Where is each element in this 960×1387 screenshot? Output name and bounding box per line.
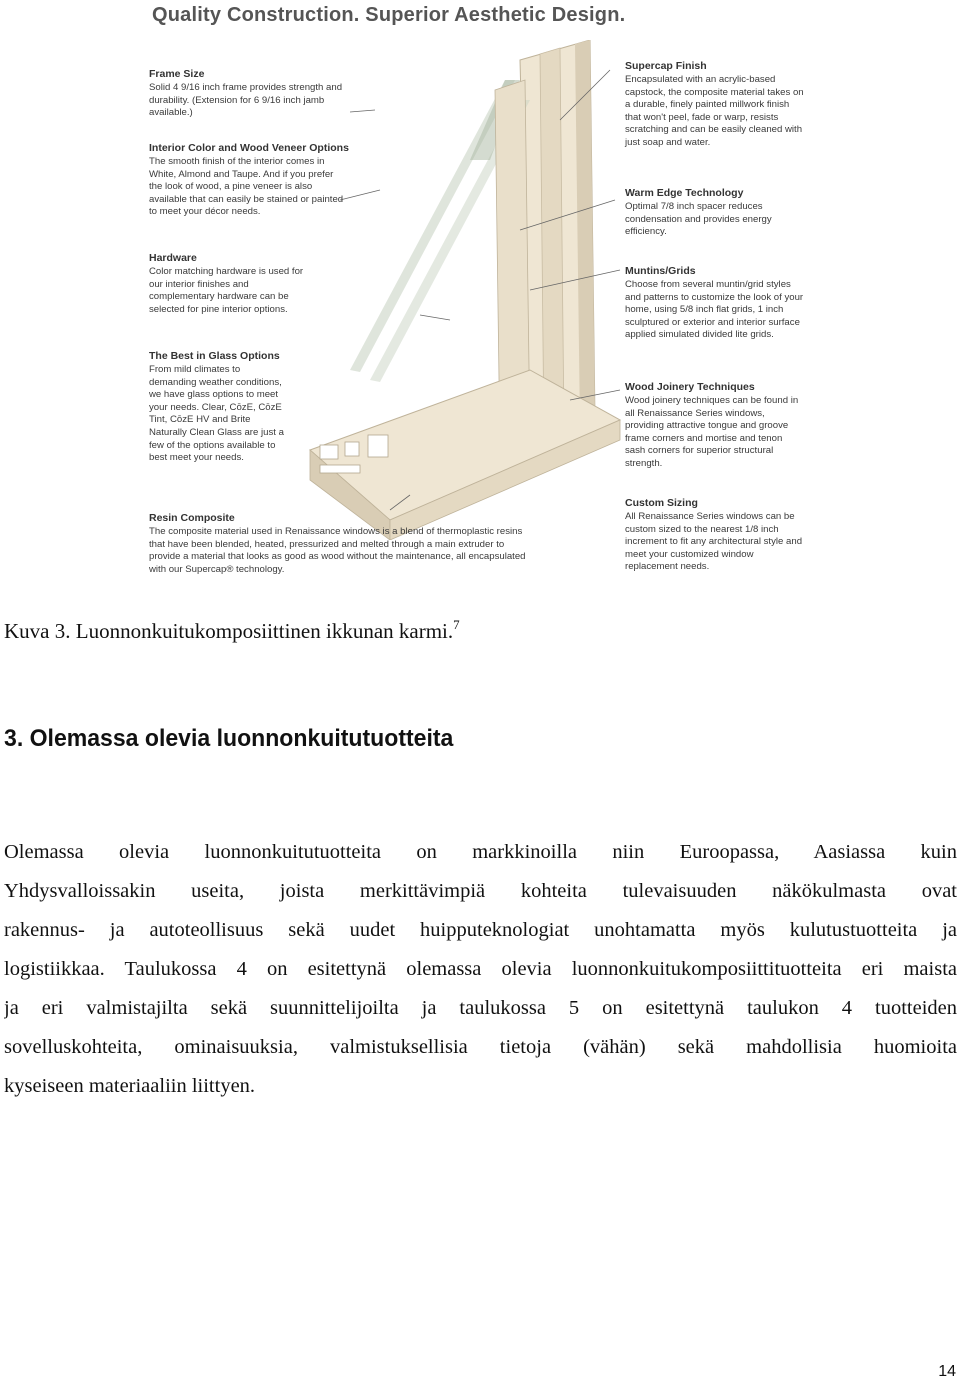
- callout-heading: Frame Size: [149, 68, 205, 80]
- callout-heading: Resin Composite: [149, 512, 235, 524]
- window-frame-figure: [140, 0, 820, 600]
- callout-body: Wood joinery techniques can be found in all Renaissance Series windows, providing attractive tongue and groove frame corners and mortise and tenon sash corners for superior structural strength.: [625, 395, 799, 469]
- callout-body: Choose from several muntin/grid styles and patterns to customize the look of your home, using 5/8 inch flat grids, 1 inch sculptured or exterior and interior surface applied simulated divided lite grids.: [625, 279, 804, 341]
- callout-heading: Warm Edge Technology: [625, 187, 744, 199]
- callout-heading: Hardware: [149, 252, 197, 264]
- callout-heading: The Best in Glass Options: [149, 350, 280, 362]
- callout-glass-options: [149, 350, 289, 465]
- page-number: 14: [938, 1363, 956, 1380]
- callout-interior-color: [149, 142, 349, 219]
- callout-body: The smooth finish of the interior comes in White, Almond and Taupe. And if you prefer the look of wood, a pine veneer is also available that can easily be stained or painted to meet your décor needs.: [149, 156, 344, 218]
- callout-wood-joinery: [625, 381, 805, 471]
- paragraph-line: Yhdysvalloissakin useita, joista merkittävimpiä kohteita tulevaisuuden näkökulmasta ovat: [4, 880, 957, 902]
- callout-heading: Supercap Finish: [625, 60, 707, 72]
- callout-hardware: [149, 252, 314, 316]
- footnote-ref[interactable]: 7: [453, 617, 460, 632]
- callout-heading: Interior Color and Wood Veneer Options: [149, 142, 349, 154]
- callout-body: Encapsulated with an acrylic-based capstock, the composite material takes on a durable, finely painted millwork finish that won't peel, fade or warp, resists scratching and can be easily cleaned with just soap and water.: [625, 74, 804, 148]
- callout-warm-edge: [625, 187, 805, 239]
- callout-resin-composite: [149, 512, 529, 576]
- paragraph-line: ja eri valmistajilta sekä suunnittelijoilta ja taulukossa 5 on esitettynä taulukon 4 tuotteiden: [4, 997, 957, 1019]
- callout-body: From mild climates to demanding weather conditions, we have glass options to meet your needs. Clear, CōzE, CōzE Tint, CōzE HV and Brite Naturally Clean Glass are just a few of the options available to best meet your needs.: [149, 364, 284, 464]
- callout-muntins-grids: [625, 265, 805, 342]
- paragraph-line: logistiikkaa. Taulukossa 4 on esitettynä olemassa olevia luonnonkuitukomposiittituotteita eri maista: [4, 958, 957, 980]
- callout-heading: Custom Sizing: [625, 497, 698, 509]
- callout-body: Color matching hardware is used for our interior finishes and complementary hardware can be selected for pine interior options.: [149, 266, 304, 315]
- callout-heading: Wood Joinery Techniques: [625, 381, 755, 393]
- paragraph-line: rakennus- ja autoteollisuus sekä uudet huipputeknologiat unohtamatta myös kulutustuotteita ja: [4, 919, 957, 941]
- callout-body: Solid 4 9/16 inch frame provides strength and durability. (Extension for 6 9/16 inch jamb available.): [149, 82, 343, 119]
- callout-custom-sizing: [625, 497, 805, 574]
- callout-frame-size: [149, 68, 364, 120]
- paragraph-line: kyseiseen materiaaliin liittyen.: [4, 1075, 256, 1097]
- callout-supercap-finish: [625, 60, 805, 150]
- body-paragraph: [4, 833, 957, 1106]
- figure-caption: [4, 617, 460, 644]
- callout-body: All Renaissance Series windows can be custom sized to the nearest 1/8 inch increment to fit any architectural style and meet your customized window replacement needs.: [625, 511, 803, 573]
- figure-title: Quality Construction. Superior Aesthetic Design.: [152, 4, 626, 26]
- paragraph-line: sovelluskohteita, ominaisuuksia, valmistuksellisia tietoja (vähän) sekä mahdollisia huomioita: [4, 1036, 957, 1058]
- callout-heading: Muntins/Grids: [625, 265, 696, 277]
- section-heading: 3. Olemassa olevia luonnonkuitutuotteita: [4, 725, 454, 752]
- callout-body: The composite material used in Renaissance windows is a blend of thermoplastic resins that have been blended, heated, pressurized and melted through a main extruder to provide a material that looks as good as wood without the maintenance, all encapsulated with our Supercap® technology.: [149, 526, 526, 575]
- caption-text: Kuva 3. Luonnonkuitukomposiittinen ikkunan karmi.: [4, 619, 454, 643]
- callout-body: Optimal 7/8 inch spacer reduces condensation and provides energy efficiency.: [625, 201, 772, 238]
- paragraph-line: Olemassa olevia luonnonkuitutuotteita on markkinoilla niin Euroopassa, Aasiassa kuin: [4, 841, 957, 863]
